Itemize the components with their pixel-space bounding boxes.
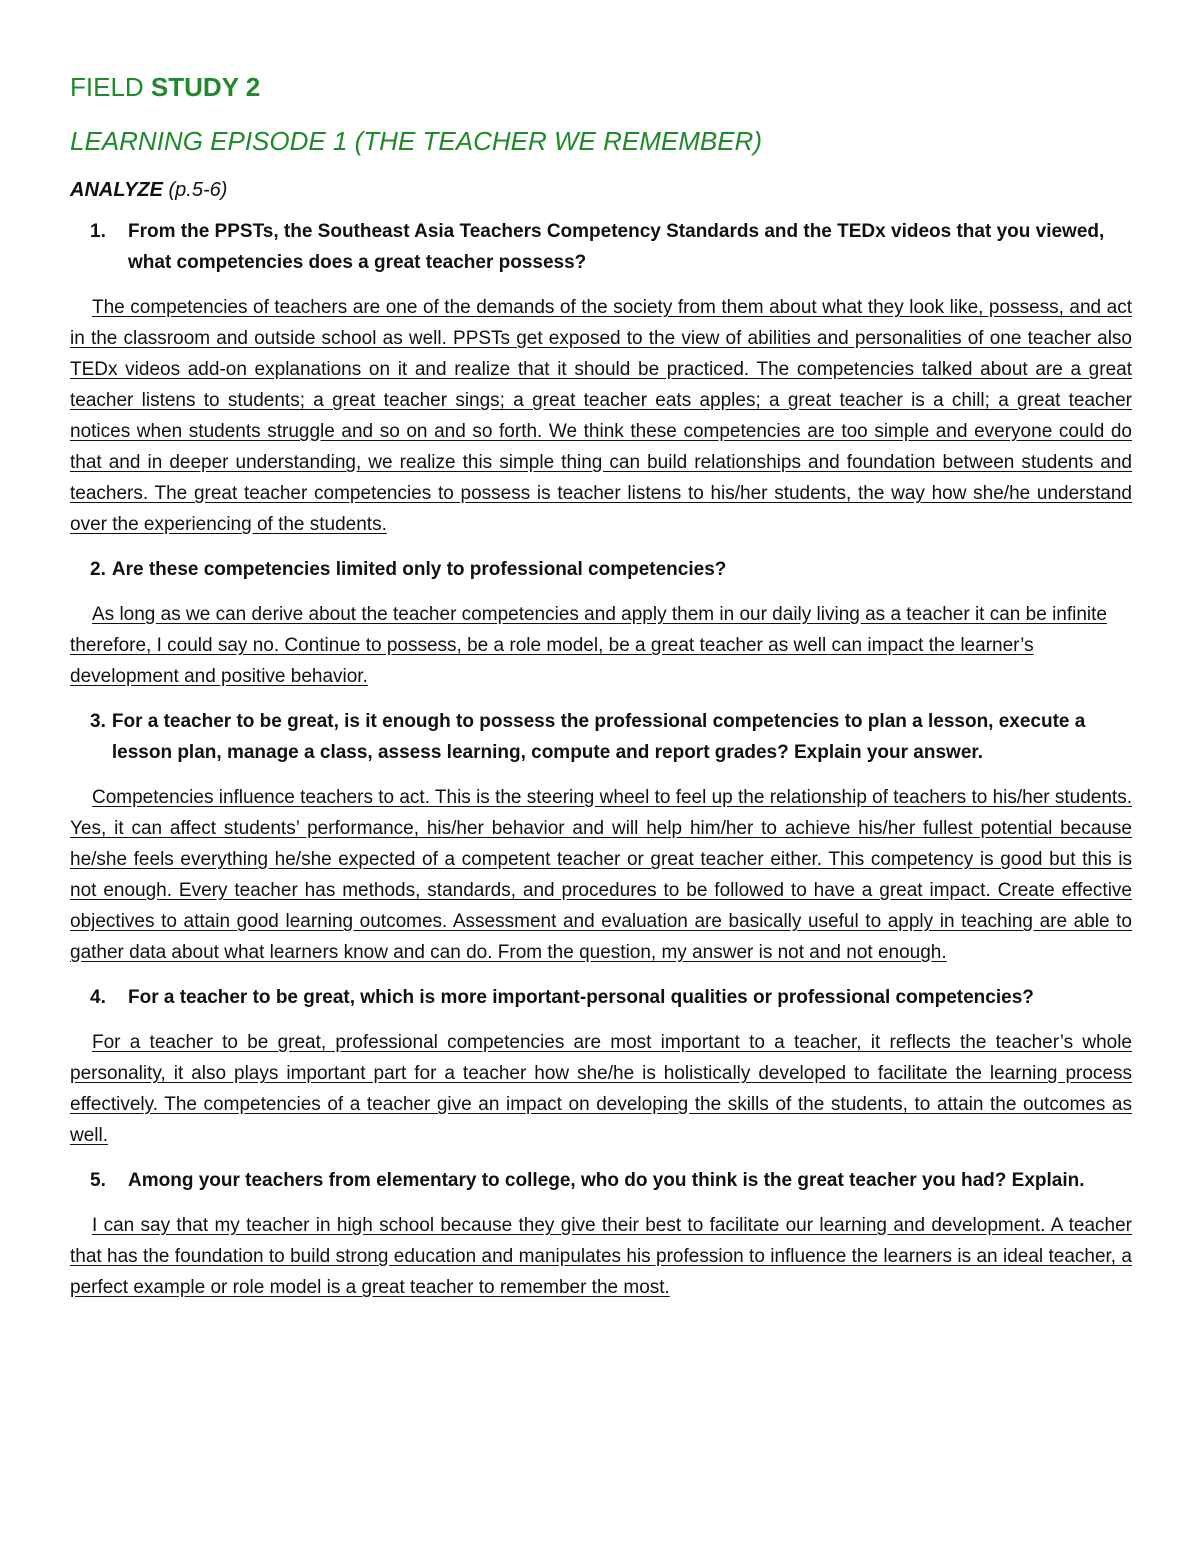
question-2	[70, 554, 1132, 585]
section-pages: (p.5-6)	[162, 179, 228, 201]
answer-1: The competencies of teachers are one of the demands of the society from them about what they look like, possess, and act in the classroom and outside school as well. PPSTs get exposed to the view of abilities and personalities of one teacher also TEDx videos add-on explanations on it and realize that it should be practiced. The competencies talked about are a great teacher listens to students; a great teacher sings; a great teacher eats apples; a great teacher is a chill; a great teacher notices when students struggle and so on and so forth. We think these competencies are too simple and everyone could do that and in deeper understanding, we realize this simple thing can build relationships and foundation between students and teachers. The great teacher competencies to possess is teacher listens to his/her students, the way how she/he understand over the experiencing of the students.	[70, 297, 1132, 535]
question-number: 2.	[90, 559, 106, 580]
title-prefix: FIELD	[70, 72, 144, 102]
question-number: 3.	[90, 711, 106, 732]
question-text: For a teacher to be great, is it enough to possess the professional competencies to plan a lesson, execute a lesson plan, manage a class, assess learning, compute and report grades? Explain your answer.	[111, 711, 1086, 763]
question-1	[70, 216, 1132, 278]
answer-2: As long as we can derive about the teacher competencies and apply them in our daily living as a teacher it can be infinite therefore, I could say no. Continue to possess, be a role model, be a great teacher as well can impact the learner’s development and positive behavior.	[70, 604, 1107, 687]
document-page	[70, 70, 1132, 1317]
question-text: Among your teachers from elementary to college, who do you think is the great teacher you had? Explain.	[128, 1170, 1085, 1191]
question-number: 4.	[90, 987, 106, 1008]
question-text: For a teacher to be great, which is more important-personal qualities or professional competencies?	[128, 987, 1034, 1008]
section-heading	[70, 176, 1132, 204]
answer-3: Competencies influence teachers to act. This is the steering wheel to feel up the relationship of teachers to his/her students. Yes, it can affect students’ performance, his/her behavior and will help him/her to achieve his/her fullest potential because he/she feels everything he/she expected of a competent teacher or great teacher either. This competency is good but this is not enough. Every teacher has methods, standards, and procedures to be followed to have a great impact. Create effective objectives to attain good learning outcomes. Assessment and evaluation are basically useful to apply in teaching are able to gather data about what learners know and can do. From the question, my answer is not and not enough.	[70, 787, 1132, 963]
question-4	[70, 982, 1132, 1013]
document-title	[70, 70, 1132, 104]
question-number: 5.	[90, 1170, 106, 1191]
answer-4: For a teacher to be great, professional competencies are most important to a teacher, it reflects the teacher’s whole personality, it also plays important part for a teacher how she/he is holistically developed to facilitate the learning process effectively. The competencies of a teacher give an impact on developing the skills of the students, to attain the outcomes as well.	[70, 1032, 1132, 1146]
question-3	[70, 706, 1132, 768]
section-label: ANALYZE	[70, 179, 163, 201]
question-text: Are these competencies limited only to professional competencies?	[111, 559, 727, 580]
title-rest: STUDY 2	[143, 72, 261, 102]
question-text: From the PPSTs, the Southeast Asia Teachers Competency Standards and the TEDx videos that you viewed, what competencies does a great teacher possess?	[128, 221, 1105, 273]
episode-title: LEARNING EPISODE 1 (THE TEACHER WE REMEMBER)	[70, 126, 762, 156]
question-number: 1.	[90, 221, 106, 242]
question-5	[70, 1165, 1132, 1196]
answer-5: I can say that my teacher in high school because they give their best to facilitate our learning and development. A teacher that has the foundation to build strong education and manipulates his profession to influence the learners is an ideal teacher, a perfect example or role model is a great teacher to remember the most.	[70, 1215, 1132, 1298]
